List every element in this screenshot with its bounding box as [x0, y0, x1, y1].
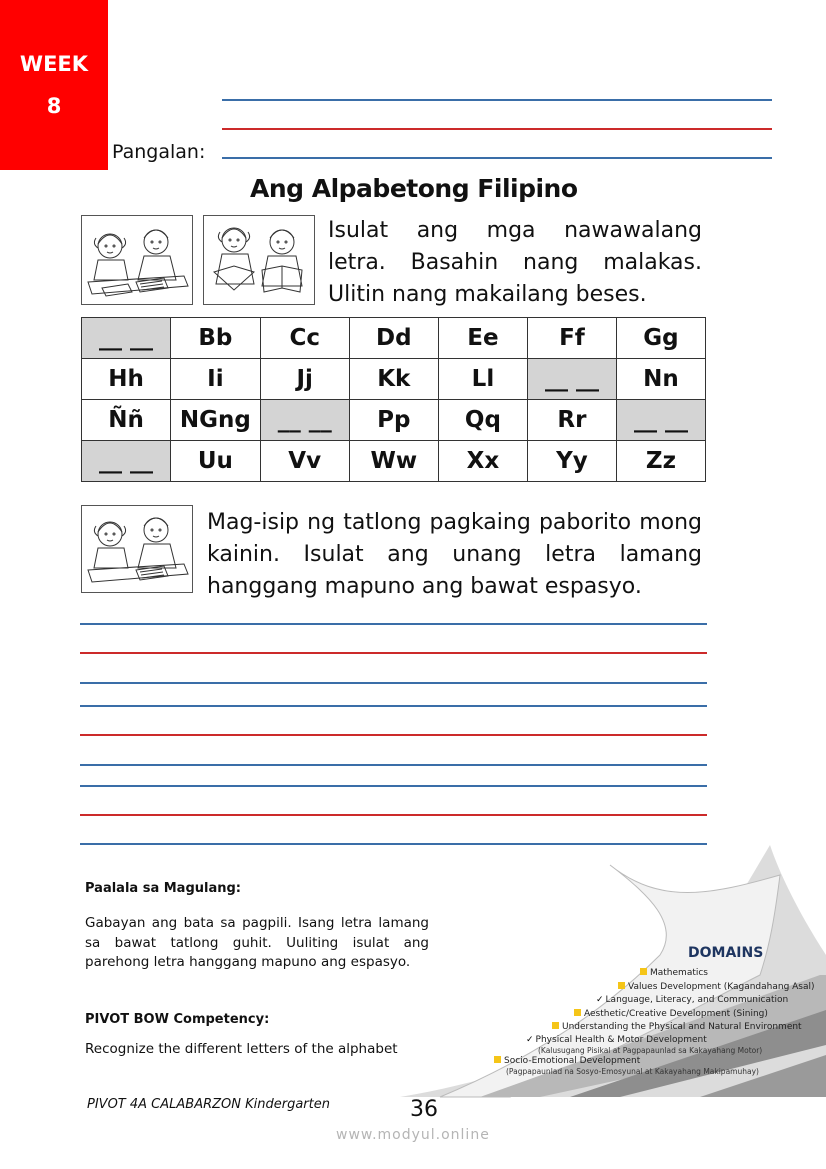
writing-line[interactable]: [80, 814, 707, 816]
letter-cell: Cc: [260, 318, 349, 359]
parent-note-heading: Paalala sa Magulang:: [85, 881, 241, 896]
letter-cell: Ee: [438, 318, 527, 359]
name-line-bottom[interactable]: [222, 157, 772, 159]
letter-cell: Dd: [349, 318, 438, 359]
writing-line[interactable]: [80, 652, 707, 654]
letter-cell: Vv: [260, 441, 349, 482]
children-writing-illustration: [81, 215, 193, 305]
table-row: [82, 318, 706, 359]
blank-letter-cell[interactable]: __ __: [616, 400, 705, 441]
domain-item: Aesthetic/Creative Development (Sining): [574, 1009, 768, 1019]
domain-item: ✓ Physical Health & Motor Development: [526, 1035, 707, 1045]
letter-cell: Ii: [171, 359, 261, 400]
bullet-square-icon: [574, 1009, 581, 1016]
letter-cell: Hh: [82, 359, 171, 400]
writing-line[interactable]: [80, 734, 707, 736]
domain-item: Values Development (Kagandahang Asal): [618, 982, 815, 992]
letter-cell: Ff: [527, 318, 616, 359]
table-row: [82, 400, 706, 441]
week-tab: [0, 0, 108, 170]
domain-subtitle: (Kalusugang Pisikal at Pagpapaunlad sa Kakayahang Motor): [538, 1046, 763, 1055]
letter-cell: Ññ: [82, 400, 171, 441]
bullet-square-icon: [640, 968, 647, 975]
week-label: WEEK: [19, 52, 89, 76]
letter-cell: Rr: [527, 400, 616, 441]
domain-item: Mathematics: [640, 968, 708, 978]
domain-item: Understanding the Physical and Natural Environment: [552, 1022, 802, 1032]
footer-program: PIVOT 4A CALABARZON Kindergarten: [87, 1097, 330, 1112]
instruction-favorite-food: Mag-isip ng tatlong pagkaing paborito mong kainin. Isulat ang unang letra lamang hanggang mapuno ang bawat espasyo.: [207, 510, 702, 599]
letter-cell: Qq: [438, 400, 527, 441]
letter-cell: Xx: [438, 441, 527, 482]
writing-line[interactable]: [80, 705, 707, 707]
parent-note-text: Gabayan ang bata sa pagpili. Isang letra lamang sa bawat tatlong guhit. Uuliting isulat ang parehong letra hanggang mapuno ang espasyo.: [85, 915, 429, 970]
blank-letter-cell[interactable]: __ __: [527, 359, 616, 400]
letter-cell: Yy: [527, 441, 616, 482]
writing-line[interactable]: [80, 682, 707, 684]
instruction-missing-letters: Isulat ang mga nawawalang letra. Basahin nang malakas. Ulitin nang makailang beses.: [328, 218, 702, 307]
letter-cell: Ll: [438, 359, 527, 400]
blank-letter-cell[interactable]: __ __: [82, 318, 171, 359]
letter-cell: Pp: [349, 400, 438, 441]
page-title: Ang Alpabetong Filipino: [250, 174, 578, 203]
letter-cell: Gg: [616, 318, 705, 359]
letter-cell: Bb: [171, 318, 261, 359]
table-row: [82, 359, 706, 400]
name-line-top: [222, 99, 772, 101]
blank-letter-cell[interactable]: __ __: [260, 400, 349, 441]
letter-cell: Jj: [260, 359, 349, 400]
children-writing-illustration-2: [81, 505, 193, 593]
bullet-square-icon: [494, 1056, 501, 1063]
letter-cell: Nn: [616, 359, 705, 400]
domain-item: ✓ Language, Literacy, and Communication: [596, 995, 789, 1005]
letter-cell: Uu: [171, 441, 261, 482]
week-number: 8: [46, 94, 62, 118]
letter-cell: NGng: [171, 400, 261, 441]
check-icon: ✓: [596, 995, 604, 1005]
domain-item: Socio-Emotional Development: [494, 1056, 640, 1066]
blank-letter-cell[interactable]: __ __: [82, 441, 171, 482]
page-number: 36: [410, 1097, 438, 1122]
letter-cell: Kk: [349, 359, 438, 400]
check-icon: ✓: [526, 1035, 534, 1045]
competency-heading: PIVOT BOW Competency:: [85, 1012, 270, 1027]
letter-cell: Zz: [616, 441, 705, 482]
name-line-middle: [222, 128, 772, 130]
letter-cell: Ww: [349, 441, 438, 482]
writing-line[interactable]: [80, 764, 707, 766]
domain-subtitle: (Pagpapaunlad na Sosyo-Emosyunal at Kakayahang Makipamuhay): [506, 1067, 759, 1076]
children-reading-illustration: [203, 215, 315, 305]
bullet-square-icon: [618, 982, 625, 989]
alphabet-table: [81, 317, 706, 482]
competency-text: Recognize the different letters of the alphabet: [85, 1041, 398, 1057]
table-row: [82, 441, 706, 482]
domains-title: DOMAINS: [688, 945, 764, 961]
website-watermark: www.modyul.online: [336, 1127, 490, 1143]
writing-line[interactable]: [80, 785, 707, 787]
bullet-square-icon: [552, 1022, 559, 1029]
writing-line[interactable]: [80, 623, 707, 625]
name-label: Pangalan:: [112, 141, 206, 163]
